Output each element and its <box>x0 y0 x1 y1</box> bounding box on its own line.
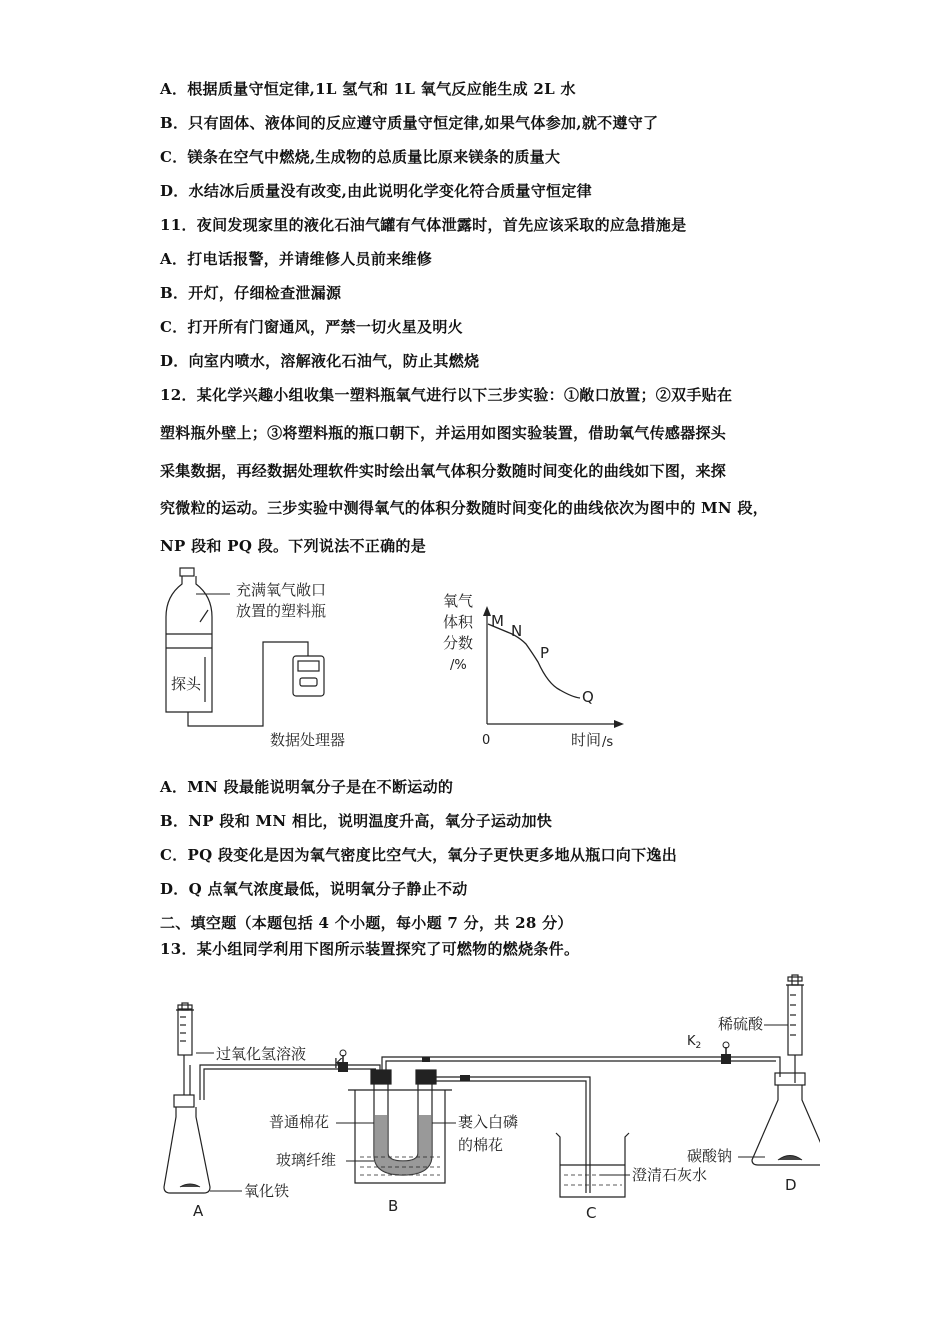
pipe-b-c <box>428 1070 590 1193</box>
q10-option-b: B．只有固体、液体间的反应遵守质量守恒定律,如果气体参加,就不遵守了 <box>160 114 659 132</box>
q12-option-a: A．MN 段最能说明氧分子是在不断运动的 <box>160 778 454 796</box>
limewater-label: 澄清石灰水 <box>632 1166 708 1184</box>
point-p: P <box>540 644 550 662</box>
h2o2-label: 过氧化氢溶液 <box>216 1045 307 1063</box>
label-a: A <box>193 1202 204 1220</box>
bottle-label-line-2: 放置的塑料瓶 <box>236 602 327 620</box>
na2co3-label: 碳酸钠 <box>687 1147 733 1165</box>
fe2o3-label: 氧化铁 <box>244 1182 290 1200</box>
section-2-heading: 二、填空题（本题包括 4 个小题，每小题 7 分，共 28 分） <box>160 914 573 932</box>
q11-stem: 11．夜间发现家里的液化石油气罐有气体泄露时，首先应该采取的应急措施是 <box>160 216 687 234</box>
oxygen-curve <box>488 624 580 698</box>
processor-label: 数据处理器 <box>270 731 346 749</box>
q11-option-a: A．打电话报警，并请维修人员前来维修 <box>160 250 433 268</box>
beaker-c <box>556 1133 629 1197</box>
label-b: B <box>388 1197 399 1215</box>
pipe-b-d <box>382 1057 780 1077</box>
q12-option-d: D．Q 点氧气浓度最低，说明氧分子静止不动 <box>160 880 468 898</box>
sodium-carbonate-powder <box>778 1156 802 1161</box>
valve-k2 <box>721 1042 731 1064</box>
q13-stem: 13．某小组同学利用下图所示装置探究了可燃物的燃烧条件。 <box>160 940 580 958</box>
sensor-cable <box>188 642 308 726</box>
probe-label: 探头 <box>171 675 202 693</box>
q11-option-b: B．开灯，仔细检查泄漏源 <box>160 284 342 302</box>
point-n: N <box>511 622 523 640</box>
white-p-label-1: 裹入白磷 <box>458 1113 519 1131</box>
flask-d <box>752 975 820 1165</box>
cotton-label: 普通棉花 <box>269 1113 330 1131</box>
q11-option-c: C．打开所有门窗通风，严禁一切火星及明火 <box>160 318 463 336</box>
q12-stem-line-2: 塑料瓶外壁上；③将塑料瓶的瓶口朝下，并运用如图实验装置，借助氧气传感器探头 <box>160 424 727 442</box>
origin-label: 0 <box>482 733 491 748</box>
q10-option-d: D．水结冰后质量没有改变,由此说明化学变化符合质量守恒定律 <box>160 182 592 200</box>
data-processor <box>293 656 324 696</box>
y-label-4: /% <box>450 658 467 673</box>
q10-option-c: C．镁条在空气中燃烧,生成物的总质量比原来镁条的质量大 <box>160 148 561 166</box>
cotton-fill <box>374 1115 432 1175</box>
glass-fiber-label: 玻璃纤维 <box>276 1151 337 1169</box>
label-c: C <box>586 1204 597 1222</box>
bottle-label-line-1: 充满氧气敞口 <box>236 581 327 599</box>
x-unit: /s <box>602 735 614 750</box>
q10-option-a: A．根据质量守恒定律,1L 氢气和 1L 氧气反应能生成 2L 水 <box>160 80 576 98</box>
q13-figure <box>160 965 820 1225</box>
x-label: 时间 <box>571 731 602 749</box>
q12-option-b: B．NP 段和 MN 相比，说明温度升高，氧分子运动加快 <box>160 812 553 830</box>
q12-stem-line-4: 究微粒的运动。三步实验中测得氧气的体积分数随时间变化的曲线依次为图中的 MN 段， <box>160 499 769 517</box>
point-q: Q <box>582 688 594 706</box>
k2-label: $K_2$ <box>687 1034 702 1051</box>
q12-option-c: C．PQ 段变化是因为氧气密度比空气大，氧分子更快更多地从瓶口向下逸出 <box>160 846 678 864</box>
flask-a <box>164 1003 210 1193</box>
white-p-label-2: 的棉花 <box>458 1136 504 1154</box>
q12-stem-line-1: 12．某化学兴趣小组收集一塑料瓶氧气进行以下三步实验：①敞口放置；②双手贴在 <box>160 386 733 404</box>
q11-option-d: D．向室内喷水，溶解液化石油气，防止其燃烧 <box>160 352 480 370</box>
k1-label: $K_1$ <box>334 1057 349 1074</box>
iron-oxide-powder <box>180 1184 200 1187</box>
y-label-3: 分数 <box>443 634 474 652</box>
point-m: M <box>491 612 504 630</box>
pipe-a-b <box>200 1065 380 1100</box>
label-d: D <box>785 1176 797 1194</box>
y-label-2: 体积 <box>443 613 474 631</box>
q12-figure <box>160 562 640 757</box>
q12-stem-line-3: 采集数据，再经数据处理软件实时绘出氧气体积分数随时间变化的曲线如下图，来探 <box>160 462 727 480</box>
oxygen-graph <box>443 592 624 750</box>
h2so4-label: 稀硫酸 <box>718 1015 764 1033</box>
y-label-1: 氧气 <box>443 592 474 610</box>
q12-stem-line-5: NP 段和 PQ 段。下列说法不正确的是 <box>160 537 427 555</box>
